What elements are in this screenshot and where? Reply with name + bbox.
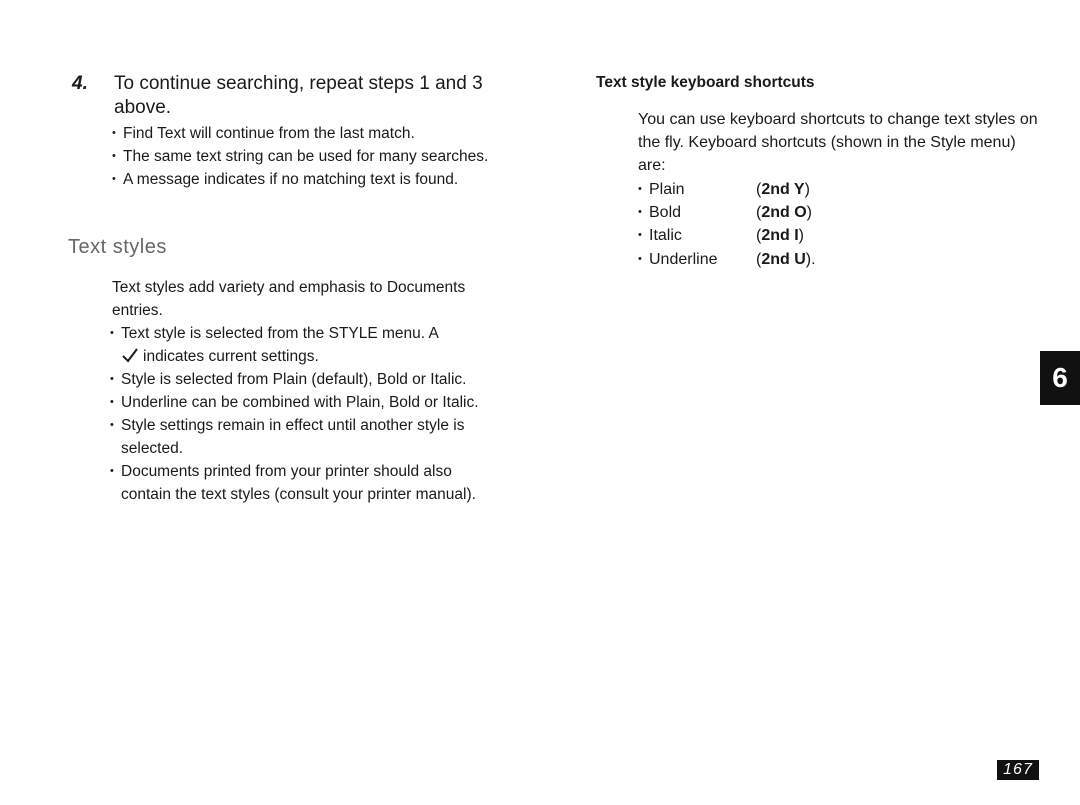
list-item-text: Text style is selected from the STYLE menu. A [121,325,439,342]
shortcut-key: (2nd U). [756,251,816,268]
shortcuts-intro: You can use keyboard shortcuts to change text styles on the fly. Keyboard shortcuts (shown in the Style menu) are: [638,111,1038,174]
step-bullets [112,122,512,191]
shortcut-label: • Underline [638,248,717,271]
text-styles-bullets [110,322,495,506]
step-text: To continue searching, repeat steps 1 and 3 above. [114,73,483,118]
step-number: 4. [72,73,88,94]
shortcut-key: (2nd I) [756,227,804,244]
page-number: 167 [997,760,1039,780]
shortcut-label: • Italic [638,224,682,247]
chapter-tab: 6 [1040,351,1080,405]
shortcut-label: • Plain [638,178,685,201]
shortcuts-title: Text style keyboard shortcuts [596,74,815,91]
shortcut-key: (2nd Y) [756,181,810,198]
list-item: • Style settings remain in effect until another style is selected. [110,414,495,460]
section-title: Text styles [68,236,167,258]
list-item: • Style is selected from Plain (default), Bold or Italic. [110,368,495,391]
check-icon [121,347,139,363]
shortcut-label: • Bold [638,201,681,224]
list-item: • Underline can be combined with Plain, Bold or Italic. [110,391,495,414]
list-item: • The same text string can be used for many searches. [112,145,512,168]
list-item: • Find Text will continue from the last match. [112,122,512,145]
list-item [110,322,495,368]
list-item: • Documents printed from your printer should also contain the text styles (consult your printer manual). [110,460,495,506]
list-item-text: indicates current settings. [143,348,319,365]
text-styles-intro: Text styles add variety and emphasis to Documents entries. [112,279,466,319]
list-item: • A message indicates if no matching text is found. [112,168,512,191]
shortcut-key: (2nd O) [756,204,812,221]
